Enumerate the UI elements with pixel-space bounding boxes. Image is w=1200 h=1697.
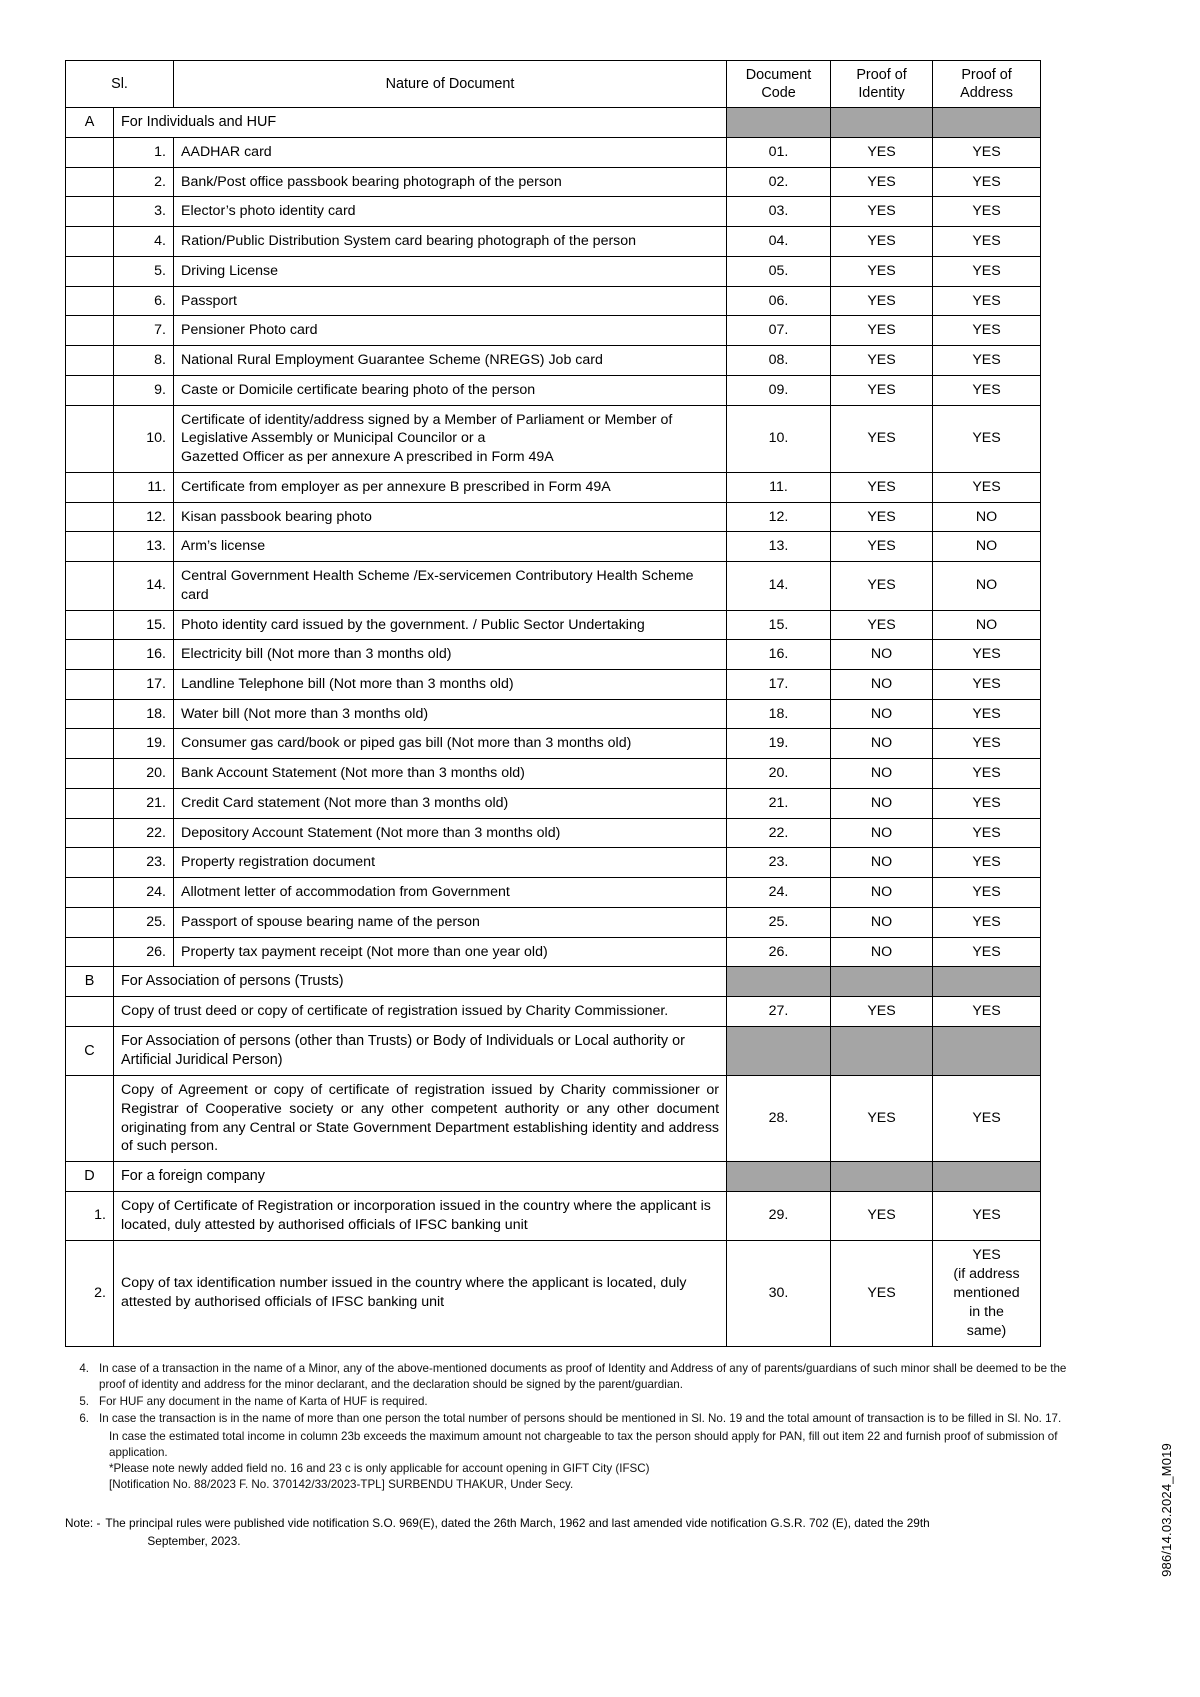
footnotes-list (65, 1361, 1075, 1494)
row-index: 9. (114, 375, 174, 405)
table-row (66, 669, 1041, 699)
section-letter: D (66, 1162, 114, 1192)
document-code: 30. (727, 1240, 831, 1346)
section-code-cell (727, 1027, 831, 1076)
table-row (66, 316, 1041, 346)
document-code: 19. (727, 729, 831, 759)
margin-document-code: 986/14.03.2024_M019 (1159, 1443, 1174, 1577)
proof-of-address-value: YES (933, 729, 1041, 759)
row-spacer-cell (66, 197, 114, 227)
proof-of-identity-value: YES (831, 1076, 933, 1162)
column-header-proof-of-identity-line1: Proof of (856, 67, 907, 83)
note-label: Note: - (65, 1516, 101, 1531)
document-nature: Passport of spouse bearing name of the person (174, 907, 727, 937)
row-spacer-cell (66, 699, 114, 729)
table-row (66, 256, 1041, 286)
proof-of-address-value: YES (933, 227, 1041, 257)
document-code: 23. (727, 848, 831, 878)
column-header-proof-of-address-line1: Proof of (961, 67, 1012, 83)
row-index: 6. (114, 286, 174, 316)
column-header-sl: Sl. (66, 61, 174, 108)
document-code: 01. (727, 138, 831, 168)
table-row (66, 167, 1041, 197)
row-spacer-cell (66, 610, 114, 640)
note-text: The principal rules were published vide notification S.O. 969(E), dated the 26th March, 1962 and last amended vide notification G.S.R. 702 (E), dated the 29th (105, 1516, 930, 1531)
row-index: 7. (114, 316, 174, 346)
document-nature: AADHAR card (174, 138, 727, 168)
row-spacer-cell (66, 640, 114, 670)
table-row (66, 197, 1041, 227)
proof-of-identity-value: YES (831, 405, 933, 472)
table-row (66, 699, 1041, 729)
row-index: 2. (66, 1240, 114, 1346)
document-code: 08. (727, 346, 831, 376)
row-index: 12. (114, 502, 174, 532)
section-header-row (66, 1027, 1041, 1076)
proof-of-address-value: YES (933, 848, 1041, 878)
footnote-number: 4. (79, 1361, 89, 1375)
document-nature: Passport (174, 286, 727, 316)
table-row (66, 997, 1041, 1027)
document-nature: Certificate of identity/address signed by a Member of Parliament or Member of Legislative Assembly or Municipal Councilor or a Gazetted Officer as per annexure A prescribed in Form 49A (174, 405, 727, 472)
table-row (66, 138, 1041, 168)
table-row (66, 729, 1041, 759)
table-row (66, 375, 1041, 405)
row-spacer-cell (66, 167, 114, 197)
footnote-extra-line: In case the estimated total income in column 23b exceeds the maximum amount not chargeable to tax the person should apply for PAN, fill out item 22 and furnish proof of submission of application. (109, 1429, 1058, 1459)
row-index: 22. (114, 818, 174, 848)
proof-of-address-value: YES (933, 1192, 1041, 1240)
table-body (66, 108, 1041, 1347)
section-header-row (66, 1162, 1041, 1192)
proof-of-identity-value: YES (831, 316, 933, 346)
row-spacer-cell (66, 878, 114, 908)
section-poa-cell (933, 967, 1041, 997)
row-spacer-cell (66, 532, 114, 562)
document-code: 26. (727, 937, 831, 967)
proof-of-identity-value: YES (831, 197, 933, 227)
table-row (66, 502, 1041, 532)
row-spacer-cell (66, 227, 114, 257)
proof-of-identity-value: NO (831, 759, 933, 789)
document-nature: Copy of trust deed or copy of certificate of registration issued by Charity Commissioner. (114, 997, 727, 1027)
row-spacer-cell (66, 848, 114, 878)
proof-of-identity-value: NO (831, 699, 933, 729)
row-index: 5. (114, 256, 174, 286)
section-title: For Individuals and HUF (114, 108, 727, 138)
row-spacer-cell (66, 669, 114, 699)
footnote-extra-line: *Please note newly added field no. 16 and 23 c is only applicable for account opening in GIFT City (IFSC) (109, 1461, 650, 1475)
document-code: 25. (727, 907, 831, 937)
proof-of-address-value: YES (933, 878, 1041, 908)
document-code: 29. (727, 1192, 831, 1240)
section-title: For Association of persons (Trusts) (114, 967, 727, 997)
row-index: 3. (114, 197, 174, 227)
proof-of-address-value: YES (933, 997, 1041, 1027)
document-nature: Allotment letter of accommodation from Government (174, 878, 727, 908)
proof-of-address-value: YES (933, 256, 1041, 286)
proof-of-identity-value: YES (831, 502, 933, 532)
table-row (66, 405, 1041, 472)
note-block (65, 1515, 1075, 1549)
row-spacer-cell (66, 1076, 114, 1162)
document-code: 28. (727, 1076, 831, 1162)
proof-of-address-value: NO (933, 562, 1041, 610)
table-row (66, 907, 1041, 937)
row-index: 13. (114, 532, 174, 562)
proof-of-address-value: YES (933, 138, 1041, 168)
column-header-document-code-line1: Document (745, 67, 812, 83)
document-code: 04. (727, 227, 831, 257)
proof-of-address-value: YES (933, 937, 1041, 967)
proof-of-address-value: YES (933, 375, 1041, 405)
table-row (66, 227, 1041, 257)
section-letter: C (66, 1027, 114, 1076)
proof-of-address-value: NO (933, 610, 1041, 640)
proof-of-identity-value: NO (831, 729, 933, 759)
section-poi-cell (831, 108, 933, 138)
proof-of-address-value: YES (933, 699, 1041, 729)
footnote-item (65, 1361, 1075, 1393)
column-header-proof-of-identity (831, 61, 933, 108)
proof-of-identity-value: YES (831, 472, 933, 502)
proof-of-identity-value: YES (831, 256, 933, 286)
footnote-text: For HUF any document in the name of Karta of HUF is required. (99, 1395, 428, 1409)
section-poi-cell (831, 967, 933, 997)
section-code-cell (727, 108, 831, 138)
row-index: 1. (66, 1192, 114, 1240)
document-nature: Photo identity card issued by the government. / Public Sector Undertaking (174, 610, 727, 640)
footnote-item (65, 1411, 1075, 1427)
document-code: 27. (727, 997, 831, 1027)
proof-of-identity-value: NO (831, 907, 933, 937)
row-spacer-cell (66, 375, 114, 405)
row-spacer-cell (66, 729, 114, 759)
proof-of-address-value: YES (933, 197, 1041, 227)
proof-of-address-value: YES (933, 286, 1041, 316)
footnote-text: In case of a transaction in the name of a Minor, any of the above-mentioned documents as proof of Identity and Address of any of parents/guardians of such minor shall be deemed to be the proof of identity and address for the minor declarant, and the declaration should be signed by the parent/guardian. (99, 1361, 1067, 1391)
document-code: 14. (727, 562, 831, 610)
document-nature: Driving License (174, 256, 727, 286)
row-spacer-cell (66, 316, 114, 346)
row-spacer-cell (66, 788, 114, 818)
proof-of-address-value: YES (933, 640, 1041, 670)
proof-of-address-value: YES (933, 907, 1041, 937)
row-index: 20. (114, 759, 174, 789)
document-code: 03. (727, 197, 831, 227)
row-index: 10. (114, 405, 174, 472)
note-continuation: September, 2023. (147, 1533, 241, 1548)
section-header-row (66, 967, 1041, 997)
document-nature: Pensioner Photo card (174, 316, 727, 346)
table-row (66, 1192, 1041, 1240)
proof-of-identity-value: NO (831, 937, 933, 967)
document-code: 10. (727, 405, 831, 472)
section-poi-cell (831, 1027, 933, 1076)
document-nature: Landline Telephone bill (Not more than 3 months old) (174, 669, 727, 699)
section-title: For a foreign company (114, 1162, 727, 1192)
table-row (66, 818, 1041, 848)
proof-of-identity-value: YES (831, 375, 933, 405)
table-row (66, 759, 1041, 789)
document-code: 13. (727, 532, 831, 562)
table-row (66, 848, 1041, 878)
document-nature: Property registration document (174, 848, 727, 878)
proof-of-identity-value: NO (831, 640, 933, 670)
document-nature: Elector’s photo identity card (174, 197, 727, 227)
document-nature: Copy of tax identification number issued in the country where the applicant is located, duly attested by authorised officials of IFSC banking unit (114, 1240, 727, 1346)
document-code: 15. (727, 610, 831, 640)
row-spacer-cell (66, 472, 114, 502)
table-row (66, 1240, 1041, 1346)
proof-of-address-value: YES (933, 346, 1041, 376)
table-row (66, 532, 1041, 562)
row-spacer-cell (66, 759, 114, 789)
document-nature: Caste or Domicile certificate bearing photo of the person (174, 375, 727, 405)
document-nature: National Rural Employment Guarantee Scheme (NREGS) Job card (174, 346, 727, 376)
document-code: 22. (727, 818, 831, 848)
table-row (66, 937, 1041, 967)
proof-of-identity-value: YES (831, 346, 933, 376)
document-proof-table (65, 60, 1041, 1347)
proof-of-address-value: YES (933, 405, 1041, 472)
document-nature: Certificate from employer as per annexure B prescribed in Form 49A (174, 472, 727, 502)
document-nature: Arm’s license (174, 532, 727, 562)
row-index: 21. (114, 788, 174, 818)
section-poa-cell (933, 108, 1041, 138)
table-row (66, 640, 1041, 670)
document-code: 06. (727, 286, 831, 316)
document-nature: Copy of Certificate of Registration or incorporation issued in the country where the applicant is located, duly attested by authorised officials of IFSC banking unit (114, 1192, 727, 1240)
table-row (66, 610, 1041, 640)
document-code: 17. (727, 669, 831, 699)
document-nature: Central Government Health Scheme /Ex-servicemen Contributory Health Scheme card (174, 562, 727, 610)
footnote-extra-line: [Notification No. 88/2023 F. No. 370142/33/2023-TPL] SURBENDU THAKUR, Under Secy. (109, 1478, 574, 1492)
column-header-nature: Nature of Document (174, 61, 727, 108)
proof-of-address-value: NO (933, 502, 1041, 532)
document-code: 12. (727, 502, 831, 532)
table-row (66, 562, 1041, 610)
proof-of-identity-value: YES (831, 562, 933, 610)
proof-of-address-value: YES (933, 167, 1041, 197)
proof-of-address-value: YES (933, 759, 1041, 789)
document-code: 02. (727, 167, 831, 197)
proof-of-identity-value: YES (831, 997, 933, 1027)
row-index: 15. (114, 610, 174, 640)
section-code-cell (727, 1162, 831, 1192)
document-nature: Water bill (Not more than 3 months old) (174, 699, 727, 729)
column-header-document-code (727, 61, 831, 108)
document-code: 16. (727, 640, 831, 670)
row-index: 4. (114, 227, 174, 257)
document-nature: Bank Account Statement (Not more than 3 months old) (174, 759, 727, 789)
row-index: 24. (114, 878, 174, 908)
row-index: 11. (114, 472, 174, 502)
table-row (66, 286, 1041, 316)
document-code: 20. (727, 759, 831, 789)
section-poa-cell (933, 1162, 1041, 1192)
row-spacer-cell (66, 405, 114, 472)
row-index: 14. (114, 562, 174, 610)
document-nature: Credit Card statement (Not more than 3 months old) (174, 788, 727, 818)
document-code: 21. (727, 788, 831, 818)
row-index: 2. (114, 167, 174, 197)
document-code: 24. (727, 878, 831, 908)
row-index: 25. (114, 907, 174, 937)
row-spacer-cell (66, 937, 114, 967)
row-index: 19. (114, 729, 174, 759)
row-spacer-cell (66, 907, 114, 937)
row-index: 18. (114, 699, 174, 729)
proof-of-identity-value: NO (831, 788, 933, 818)
table-row (66, 1076, 1041, 1162)
proof-of-identity-value: YES (831, 167, 933, 197)
row-spacer-cell (66, 286, 114, 316)
table-header-row (66, 61, 1041, 108)
column-header-proof-of-address-line2: Address (960, 85, 1013, 101)
document-nature: Copy of Agreement or copy of certificate of registration issued by Charity commissioner or Registrar of Cooperative society or any other competent authority or any other document originating from any Central or State Government Department establishing identity and address of such person. (114, 1076, 727, 1162)
proof-of-address-value: NO (933, 532, 1041, 562)
row-spacer-cell (66, 346, 114, 376)
row-spacer-cell (66, 997, 114, 1027)
document-nature: Bank/Post office passbook bearing photograph of the person (174, 167, 727, 197)
footnote-text: In case the transaction is in the name of more than one person the total number of persons should be mentioned in Sl. No. 19 and the total amount of transaction is to be filled in Sl. No. 17. (99, 1412, 1062, 1426)
proof-of-identity-value: YES (831, 1192, 933, 1240)
document-nature: Depository Account Statement (Not more than 3 months old) (174, 818, 727, 848)
document-nature: Kisan passbook bearing photo (174, 502, 727, 532)
row-spacer-cell (66, 256, 114, 286)
document-nature: Ration/Public Distribution System card bearing photograph of the person (174, 227, 727, 257)
row-index: 26. (114, 937, 174, 967)
row-index: 8. (114, 346, 174, 376)
table-row (66, 788, 1041, 818)
table-row (66, 878, 1041, 908)
document-code: 07. (727, 316, 831, 346)
proof-of-identity-value: YES (831, 1240, 933, 1346)
proof-of-identity-value: YES (831, 286, 933, 316)
section-code-cell (727, 967, 831, 997)
proof-of-identity-value: YES (831, 227, 933, 257)
proof-of-identity-value: YES (831, 610, 933, 640)
proof-of-address-value: YES (933, 1076, 1041, 1162)
section-letter: A (66, 108, 114, 138)
table-row (66, 346, 1041, 376)
section-letter: B (66, 967, 114, 997)
proof-of-address-value: YES (if address mentioned in the same) (933, 1240, 1041, 1346)
document-nature: Consumer gas card/book or piped gas bill (Not more than 3 months old) (174, 729, 727, 759)
proof-of-address-value: YES (933, 818, 1041, 848)
row-spacer-cell (66, 138, 114, 168)
proof-of-address-value: YES (933, 669, 1041, 699)
section-title: For Association of persons (other than Trusts) or Body of Individuals or Local authority or Artificial Juridical Person) (114, 1027, 727, 1076)
proof-of-address-value: YES (933, 788, 1041, 818)
proof-of-identity-value: YES (831, 532, 933, 562)
proof-of-address-value: YES (933, 316, 1041, 346)
section-header-row (66, 108, 1041, 138)
row-index: 16. (114, 640, 174, 670)
document-nature: Property tax payment receipt (Not more than one year old) (174, 937, 727, 967)
proof-of-address-value: YES (933, 472, 1041, 502)
proof-of-identity-value: YES (831, 138, 933, 168)
table-header (66, 61, 1041, 108)
row-spacer-cell (66, 562, 114, 610)
column-header-proof-of-identity-line2: Identity (858, 85, 905, 101)
section-poa-cell (933, 1027, 1041, 1076)
row-spacer-cell (66, 502, 114, 532)
row-index: 23. (114, 848, 174, 878)
row-index: 17. (114, 669, 174, 699)
row-spacer-cell (66, 818, 114, 848)
column-header-document-code-line2: Code (761, 85, 796, 101)
column-header-proof-of-address (933, 61, 1041, 108)
row-index: 1. (114, 138, 174, 168)
section-poi-cell (831, 1162, 933, 1192)
table-row (66, 472, 1041, 502)
document-code: 09. (727, 375, 831, 405)
document-code: 18. (727, 699, 831, 729)
proof-of-identity-value: NO (831, 818, 933, 848)
footnote-number: 5. (79, 1395, 89, 1409)
proof-of-identity-value: NO (831, 669, 933, 699)
footnote-item (65, 1394, 1075, 1410)
footnote-number: 6. (79, 1412, 89, 1426)
proof-of-identity-value: NO (831, 848, 933, 878)
document-nature: Electricity bill (Not more than 3 months old) (174, 640, 727, 670)
note-text-wrap (105, 1515, 1075, 1549)
document-code: 11. (727, 472, 831, 502)
document-code: 05. (727, 256, 831, 286)
proof-of-identity-value: NO (831, 878, 933, 908)
